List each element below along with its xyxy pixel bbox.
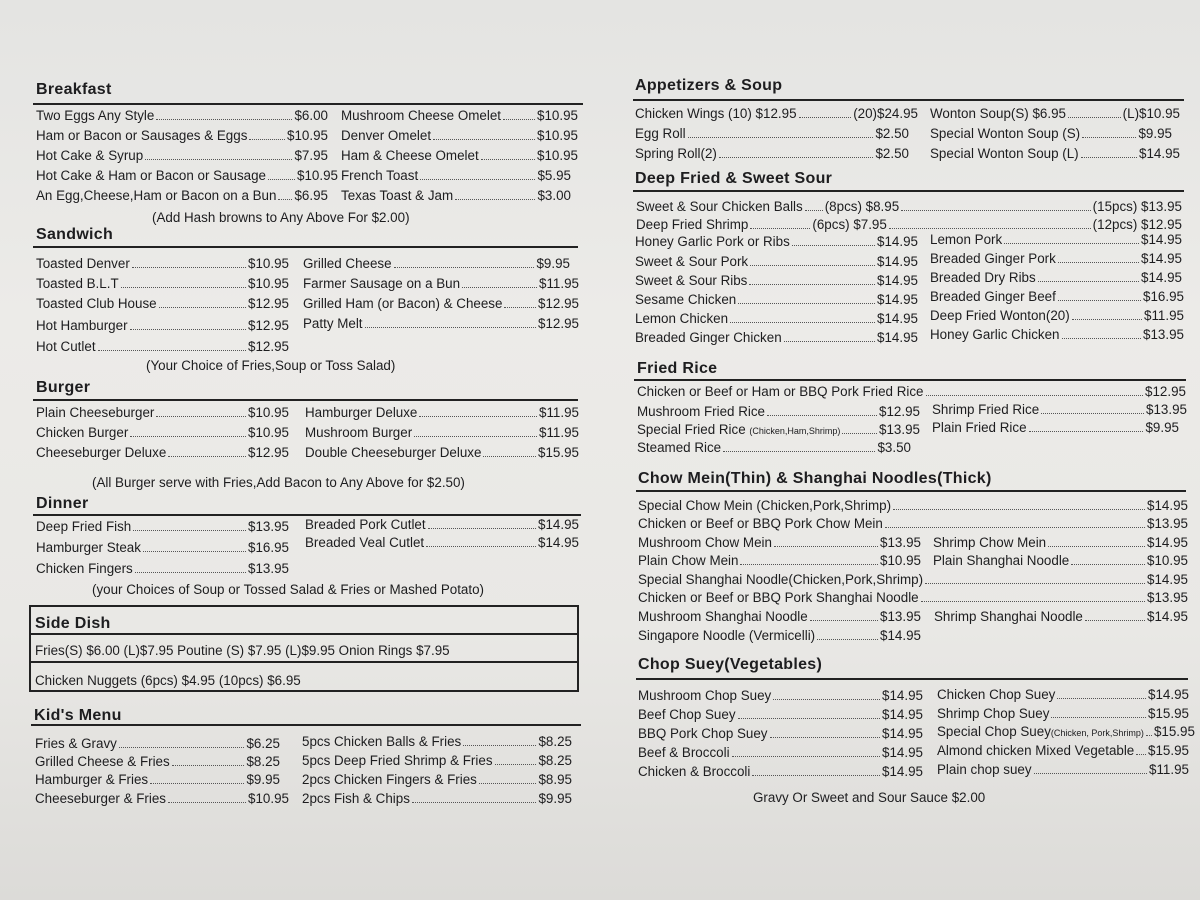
menu-item: Shrimp Chop Suey $15.95 xyxy=(937,706,1189,721)
menu-item: Hot Cake & Syrup $7.95 xyxy=(36,148,328,163)
chop-suey-note: Gravy Or Sweet and Sour Sauce $2.00 xyxy=(753,790,986,805)
menu-item: Toasted B.L.T $10.95 xyxy=(36,276,289,291)
kids-menu-title: Kid's Menu xyxy=(34,707,122,724)
menu-item: Egg Roll $2.50 xyxy=(635,126,909,141)
menu-item: Chicken or Beef or BBQ Pork Shanghai Noodle $13.95 xyxy=(638,590,1188,605)
breakfast-rule xyxy=(33,103,583,105)
menu-item: Sesame Chicken $14.95 xyxy=(635,292,918,307)
menu-item: Beef Chop Suey $14.95 xyxy=(638,707,923,722)
sandwich-rule xyxy=(33,246,578,248)
menu-item: Chicken Chop Suey $14.95 xyxy=(937,687,1189,702)
menu-item: Toasted Club House $12.95 xyxy=(36,296,289,311)
dinner-title: Dinner xyxy=(36,495,89,512)
menu-item: Hamburger Steak $16.95 xyxy=(36,540,289,555)
menu-item: Toasted Denver $10.95 xyxy=(36,256,289,271)
menu-item: Shrimp Fried Rice $13.95 xyxy=(932,402,1187,417)
menu-item: Denver Omelet $10.95 xyxy=(341,128,578,143)
menu-item: Honey Garlic Chicken $13.95 xyxy=(930,327,1184,342)
menu-item: Mushroom Shanghai Noodle $13.95 xyxy=(638,609,921,624)
side-dish-divider xyxy=(31,633,577,635)
burger-title: Burger xyxy=(36,379,91,396)
menu-item: Mushroom Fried Rice $12.95 xyxy=(637,404,920,419)
deep-fried-title: Deep Fried & Sweet Sour xyxy=(635,170,833,187)
menu-item: Special Wonton Soup (S) $9.95 xyxy=(930,126,1172,141)
chop-suey-rule xyxy=(636,678,1188,680)
menu-item: Lemon Chicken $14.95 xyxy=(635,311,918,326)
menu-item: Plain Fried Rice $9.95 xyxy=(932,420,1179,435)
menu-item: Almond chicken Mixed Vegetable $15.95 xyxy=(937,743,1189,758)
menu-item: Deep Fried Shrimp (6pcs) $7.95 (12pcs) $12.95 xyxy=(636,217,1182,232)
menu-item: Grilled Cheese & Fries $8.25 xyxy=(35,754,280,769)
menu-item: Cheeseburger Deluxe $12.95 xyxy=(36,445,289,460)
menu-item: Plain Cheeseburger $10.95 xyxy=(36,405,289,420)
menu-item: Double Cheeseburger Deluxe $15.95 xyxy=(305,445,579,460)
burger-note: (All Burger serve with Fries,Add Bacon to Any Above for $2.50) xyxy=(92,475,465,490)
fried-rice-rule xyxy=(634,379,1186,381)
menu-item: Wonton Soup(S) $6.95 (L) $10.95 xyxy=(930,106,1180,121)
menu-item: Breaded Ginger Chicken $14.95 xyxy=(635,330,918,345)
menu-item: Singapore Noodle (Vermicelli) $14.95 xyxy=(638,628,921,643)
menu-item: Plain chop suey $11.95 xyxy=(937,762,1189,777)
menu-item: Farmer Sausage on a Bun $11.95 xyxy=(303,276,579,291)
menu-item: Plain Shanghai Noodle $10.95 xyxy=(933,553,1188,568)
fried-rice-title: Fried Rice xyxy=(637,360,718,377)
chow-mein-rule xyxy=(636,490,1186,492)
dinner-note: (your Choices of Soup or Tossed Salad & Fries or Mashed Potato) xyxy=(92,582,484,597)
menu-item: 5pcs Deep Fried Shrimp & Fries $8.25 xyxy=(302,753,572,768)
menu-item: French Toast $5.95 xyxy=(341,168,571,183)
menu-item: Spring Roll(2) $2.50 xyxy=(635,146,909,161)
menu-item: Hamburger Deluxe $11.95 xyxy=(305,405,579,420)
menu-item: Lemon Pork $14.95 xyxy=(930,232,1182,247)
side-dish-line: Chicken Nuggets (6pcs) $4.95 (10pcs) $6.95 xyxy=(35,673,301,688)
menu-item: Grilled Ham (or Bacon) & Cheese $12.95 xyxy=(303,296,579,311)
menu-item: Plain Chow Mein $10.95 xyxy=(638,553,921,568)
menu-item: Special Chow Mein (Chicken,Pork,Shrimp) $14.95 xyxy=(638,498,1188,513)
deep-fried-rule xyxy=(633,190,1184,192)
appetizers-title: Appetizers & Soup xyxy=(635,77,783,94)
menu-item: Special Chop Suey (Chicken, Pork,Shrimp) $15.95 xyxy=(937,724,1195,739)
side-dish-divider xyxy=(31,661,577,663)
menu-item: 2pcs Chicken Fingers & Fries $8.95 xyxy=(302,772,572,787)
menu-item: Mushroom Cheese Omelet $10.95 xyxy=(341,108,578,123)
menu-item: Two Eggs Any Style $6.00 xyxy=(36,108,328,123)
menu-item: Ham or Bacon or Sausages & Eggs $10.95 xyxy=(36,128,328,143)
menu-item: Shrimp Chow Mein $14.95 xyxy=(933,535,1188,550)
dinner-rule xyxy=(33,514,581,516)
menu-item: Chicken Wings (10) $12.95 (20) $24.95 xyxy=(635,106,918,121)
menu-item: Cheeseburger & Fries $10.95 xyxy=(35,791,289,806)
menu-item: Special Wonton Soup (L) $14.95 xyxy=(930,146,1180,161)
menu-item: Chicken or Beef or BBQ Pork Chow Mein $13.95 xyxy=(638,516,1188,531)
menu-item: Breaded Pork Cutlet $14.95 xyxy=(305,517,579,532)
menu-item: Chicken Fingers $13.95 xyxy=(36,561,289,576)
menu-item: Beef & Broccoli $14.95 xyxy=(638,745,923,760)
burger-rule xyxy=(33,399,578,401)
menu-item: Hot Hamburger $12.95 xyxy=(36,318,289,333)
side-dish-line: Fries(S) $6.00 (L)$7.95 Poutine (S) $7.95 (L)$9.95 Onion Rings $7.95 xyxy=(35,643,450,658)
menu-item: Sweet & Sour Chicken Balls (8pcs) $8.95 (15pcs) $13.95 xyxy=(636,199,1182,214)
chop-suey-title: Chop Suey(Vegetables) xyxy=(638,656,823,673)
menu-item: Ham & Cheese Omelet $10.95 xyxy=(341,148,578,163)
menu-item: Mushroom Chow Mein $13.95 xyxy=(638,535,921,550)
menu-item: Deep Fried Wonton(20) $11.95 xyxy=(930,308,1184,323)
menu-item: Mushroom Chop Suey $14.95 xyxy=(638,688,923,703)
menu-item: Sweet & Sour Pork $14.95 xyxy=(635,254,918,269)
menu-item: Chicken Burger $10.95 xyxy=(36,425,289,440)
menu-item: Mushroom Burger $11.95 xyxy=(305,425,579,440)
menu-item: 2pcs Fish & Chips $9.95 xyxy=(302,791,572,806)
menu-item: Hamburger & Fries $9.95 xyxy=(35,772,280,787)
kids-menu-rule xyxy=(31,724,581,726)
menu-item: Chicken or Beef or Ham or BBQ Pork Fried Rice $12.95 xyxy=(637,384,1186,399)
breakfast-note: (Add Hash browns to Any Above For $2.00) xyxy=(152,210,410,225)
menu-item: Hot Cake & Ham or Bacon or Sausage $10.95 xyxy=(36,168,338,183)
breakfast-title: Breakfast xyxy=(36,81,112,98)
menu-item: Breaded Ginger Beef $16.95 xyxy=(930,289,1184,304)
sandwich-title: Sandwich xyxy=(36,226,114,243)
menu-item: Fries & Gravy $6.25 xyxy=(35,736,280,751)
menu-item: An Egg,Cheese,Ham or Bacon on a Bun $6.95 xyxy=(36,188,328,203)
menu-item: Texas Toast & Jam $3.00 xyxy=(341,188,571,203)
menu-item: Steamed Rice $3.50 xyxy=(637,440,911,455)
menu-item: Breaded Ginger Pork $14.95 xyxy=(930,251,1182,266)
menu-item: Deep Fried Fish $13.95 xyxy=(36,519,289,534)
side-dish-title: Side Dish xyxy=(35,615,111,632)
menu-item: Sweet & Sour Ribs $14.95 xyxy=(635,273,918,288)
sandwich-note: (Your Choice of Fries,Soup or Toss Salad) xyxy=(146,358,396,373)
menu-item: Honey Garlic Pork or Ribs $14.95 xyxy=(635,234,918,249)
menu-item: Breaded Veal Cutlet $14.95 xyxy=(305,535,579,550)
menu-item: Grilled Cheese $9.95 xyxy=(303,256,570,271)
menu-item: Shrimp Shanghai Noodle $14.95 xyxy=(934,609,1188,624)
menu-item: 5pcs Chicken Balls & Fries $8.25 xyxy=(302,734,572,749)
menu-item: Breaded Dry Ribs $14.95 xyxy=(930,270,1182,285)
appetizers-rule xyxy=(633,99,1184,101)
menu-item: Hot Cutlet $12.95 xyxy=(36,339,289,354)
chow-mein-title: Chow Mein(Thin) & Shanghai Noodles(Thick) xyxy=(638,470,992,487)
menu-item: Patty Melt $12.95 xyxy=(303,316,579,331)
menu-item: BBQ Pork Chop Suey $14.95 xyxy=(638,726,923,741)
menu-item: Special Shanghai Noodle(Chicken,Pork,Shrimp) $14.95 xyxy=(638,572,1188,587)
menu-item: Special Fried Rice (Chicken,Ham,Shrimp) $13.95 xyxy=(637,422,920,437)
menu-item: Chicken & Broccoli $14.95 xyxy=(638,764,923,779)
